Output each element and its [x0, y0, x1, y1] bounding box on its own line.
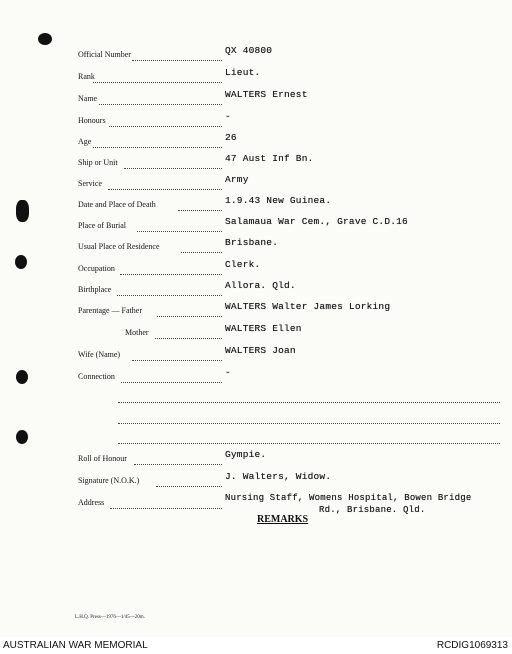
field-label: Signature (N.O.K.) [78, 476, 140, 485]
field-label: Birthplace [78, 285, 112, 294]
dotted-line [109, 126, 222, 127]
field-value: 47 Aust Inf Bn. [225, 153, 314, 164]
field-label: Ship or Unit [78, 158, 118, 167]
printer-imprint: L.H.Q. Press—1976—1/45—20m. [75, 615, 145, 620]
field-value: WALTERS Walter James Lorking [225, 301, 391, 312]
footer-record-id: RCDIG1069313 [436, 640, 508, 651]
dotted-line [132, 60, 222, 61]
field-label: Wife (Name) [78, 350, 121, 359]
dotted-line [156, 486, 222, 487]
dotted-line [157, 316, 222, 317]
field-value: Gympie. [225, 449, 267, 460]
field-label: Mother [125, 328, 149, 337]
field-label: Occupation [78, 264, 115, 273]
field-value: Clerk. [225, 259, 261, 270]
dotted-line [132, 360, 222, 361]
field-value: - [225, 367, 231, 378]
field-value: WALTERS Ellen [225, 323, 302, 334]
field-label: Connection [78, 372, 115, 381]
field-value: 1.9.43 New Guinea. [225, 195, 332, 206]
dotted-line [117, 295, 222, 296]
dotted-line [118, 423, 500, 424]
dotted-line [134, 464, 222, 465]
dotted-line [120, 274, 222, 275]
field-value: Lieut. [225, 67, 261, 78]
field-label: Rank [78, 72, 95, 81]
field-value: 26 [225, 132, 237, 143]
field-label: Age [78, 137, 92, 146]
footer-institution: AUSTRALIAN WAR MEMORIAL [3, 640, 148, 651]
dotted-line [121, 382, 222, 383]
dotted-line [93, 82, 222, 83]
archive-footer [0, 637, 512, 654]
dotted-line [178, 210, 222, 211]
field-value: Army [225, 174, 249, 185]
field-value: Rd., Brisbane. Qld. [319, 505, 426, 515]
dotted-line [118, 443, 500, 444]
punch-hole [16, 430, 28, 444]
dotted-line [108, 189, 222, 190]
field-value: WALTERS Joan [225, 345, 296, 356]
field-value: - [225, 111, 231, 122]
dotted-line [110, 508, 222, 509]
field-label: Service [78, 179, 102, 188]
field-label: Roll of Honour [78, 454, 127, 463]
remarks-heading: REMARKS [257, 514, 309, 525]
punch-hole [16, 370, 28, 384]
dotted-line [118, 402, 500, 403]
field-value: Allora. Qld. [225, 280, 296, 291]
field-label: Place of Burial [78, 221, 126, 230]
field-label: Parentage — Father [78, 306, 142, 315]
dotted-line [124, 168, 222, 169]
punch-hole [15, 255, 27, 269]
dotted-line [99, 104, 222, 105]
field-label: Address [78, 498, 105, 507]
field-label: Date and Place of Death [78, 200, 156, 209]
dotted-line [181, 252, 222, 253]
field-value: Brisbane. [225, 237, 279, 248]
punch-hole [38, 33, 52, 45]
field-value: WALTERS Ernest [225, 89, 308, 100]
field-value: Nursing Staff, Womens Hospital, Bowen Bridge [225, 493, 472, 503]
field-label: Name [78, 94, 98, 103]
dotted-line [93, 147, 222, 148]
field-label: Usual Place of Residence [78, 242, 160, 251]
field-label: Honours [78, 116, 106, 125]
field-value: J. Walters, Widow. [225, 471, 332, 482]
field-value: Salamaua War Cem., Grave C.D.16 [225, 216, 408, 227]
field-value: QX 40800 [225, 45, 273, 56]
field-label: Official Number [78, 50, 131, 59]
dotted-line [155, 338, 222, 339]
dotted-line [137, 231, 222, 232]
punch-hole [16, 200, 29, 222]
